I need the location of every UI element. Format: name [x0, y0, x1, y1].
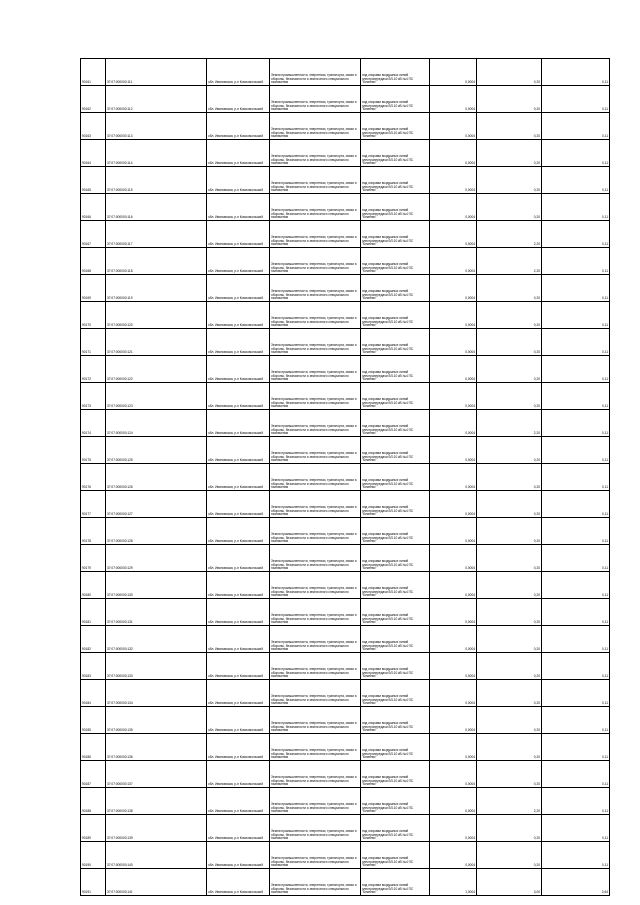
cadastral-number-cell: 37:07:000000:138: [106, 788, 207, 815]
cadastral-number-cell: 37:07:000000:134: [106, 680, 207, 707]
permitted-use-cell: под опорами воздушных линий электропередачи ВЛ-10 кВ №4 ПС "Бекеево": [361, 275, 430, 302]
value-a-cell: 0,0004: [430, 680, 477, 707]
address-cell: обл. Ивановская, р-н Комсомольский: [207, 302, 270, 329]
value-a-cell: 0,0004: [430, 140, 477, 167]
land-category-cell: Земли промышленности, энергетики, транспорта, связи и обороны, безопасности и земли иного специального назначения: [270, 572, 361, 599]
value-a-cell: 0,0004: [430, 734, 477, 761]
value-b-cell: 0,20: [477, 626, 542, 653]
record-id-cell: 90162: [81, 86, 106, 113]
address-cell: обл. Ивановская, р-н Комсомольский: [207, 626, 270, 653]
permitted-use-cell: под опорами воздушных линий электропередачи ВЛ-10 кВ №4 ПС "Бекеево": [361, 329, 430, 356]
address-cell: обл. Ивановская, р-н Комсомольский: [207, 356, 270, 383]
address-cell: обл. Ивановская, р-н Комсомольский: [207, 815, 270, 842]
cadastral-number-cell: 37:07:000000:126: [106, 464, 207, 491]
table-row: [81, 329, 610, 356]
record-id-cell: 90179: [81, 545, 106, 572]
table-row: [81, 140, 610, 167]
cadastral-number-cell: 37:07:000000:132: [106, 626, 207, 653]
table-row: [81, 59, 610, 86]
record-id-cell: 90191: [81, 869, 106, 896]
value-b-cell: 2,20: [477, 788, 542, 815]
value-b-cell: 0,20: [477, 356, 542, 383]
land-category-cell: Земли промышленности, энергетики, транспорта, связи и обороны, безопасности и земли иного специального назначения: [270, 842, 361, 869]
land-category-cell: Земли промышленности, энергетики, транспорта, связи и обороны, безопасности и земли иного специального назначения: [270, 653, 361, 680]
land-category-cell: Земли промышленности, энергетики, транспорта, связи и обороны, безопасности и земли иного специального назначения: [270, 491, 361, 518]
land-category-cell: Земли промышленности, энергетики, транспорта, связи и обороны, безопасности и земли иного специального назначения: [270, 86, 361, 113]
record-id-cell: 90170: [81, 302, 106, 329]
permitted-use-cell: под опорами воздушных линий электропередачи ВЛ-10 кВ №4 ПС "Бекеево": [361, 356, 430, 383]
cadastral-number-cell: 37:07:000000:136: [106, 734, 207, 761]
permitted-use-cell: под опорами воздушных линий электропередачи ВЛ-10 кВ №4 ПС "Бекеево": [361, 86, 430, 113]
value-b-cell: 3,00: [477, 869, 542, 896]
record-id-cell: 90169: [81, 275, 106, 302]
value-c-cell: 0,11: [542, 410, 610, 437]
value-a-cell: 0,0004: [430, 356, 477, 383]
value-c-cell: 0,11: [542, 788, 610, 815]
address-cell: обл. Ивановская, р-н Комсомольский: [207, 275, 270, 302]
record-id-cell: 90167: [81, 221, 106, 248]
record-id-cell: 90171: [81, 329, 106, 356]
value-c-cell: 0,11: [542, 734, 610, 761]
cadastral-number-cell: 37:07:000000:115: [106, 167, 207, 194]
permitted-use-cell: под опорами воздушных линий электропередачи ВЛ-10 кВ №4 ПС "Бекеево": [361, 410, 430, 437]
value-b-cell: 0,20: [477, 545, 542, 572]
table-row: [81, 437, 610, 464]
value-c-cell: 0,11: [542, 437, 610, 464]
cadastral-number-cell: 37:07:000000:113: [106, 113, 207, 140]
value-a-cell: 0,0004: [430, 275, 477, 302]
value-b-cell: 0,20: [477, 113, 542, 140]
table-row: [81, 167, 610, 194]
permitted-use-cell: под опорами воздушных линий электропередачи ВЛ-10 кВ №4 ПС "Бекеево": [361, 761, 430, 788]
table-row: [81, 842, 610, 869]
land-category-cell: Земли промышленности, энергетики, транспорта, связи и обороны, безопасности и земли иного специального назначения: [270, 410, 361, 437]
record-id-cell: 90175: [81, 437, 106, 464]
value-a-cell: 0,0004: [430, 518, 477, 545]
address-cell: обл. Ивановская, р-н Комсомольский: [207, 680, 270, 707]
value-a-cell: 0,0004: [430, 113, 477, 140]
cadastral-number-cell: 37:07:000000:139: [106, 815, 207, 842]
table-row: [81, 788, 610, 815]
land-category-cell: Земли промышленности, энергетики, транспорта, связи и обороны, безопасности и земли иного специального назначения: [270, 869, 361, 896]
value-c-cell: 0,11: [542, 842, 610, 869]
table-row: [81, 599, 610, 626]
value-b-cell: 0,20: [477, 59, 542, 86]
address-cell: обл. Ивановская, р-н Комсомольский: [207, 437, 270, 464]
record-id-cell: 90174: [81, 410, 106, 437]
address-cell: обл. Ивановская, р-н Комсомольский: [207, 329, 270, 356]
record-id-cell: 90188: [81, 788, 106, 815]
record-id-cell: 90168: [81, 248, 106, 275]
permitted-use-cell: под опорами воздушных линий электропередачи ВЛ-10 кВ №4 ПС "Бекеево": [361, 167, 430, 194]
address-cell: обл. Ивановская, р-н Комсомольский: [207, 518, 270, 545]
table-body: [81, 59, 610, 896]
value-b-cell: 2,20: [477, 410, 542, 437]
address-cell: обл. Ивановская, р-н Комсомольский: [207, 545, 270, 572]
land-category-cell: Земли промышленности, энергетики, транспорта, связи и обороны, безопасности и земли иного специального назначения: [270, 248, 361, 275]
record-id-cell: 90189: [81, 815, 106, 842]
value-c-cell: 0,11: [542, 653, 610, 680]
address-cell: обл. Ивановская, р-н Комсомольский: [207, 599, 270, 626]
record-id-cell: 90173: [81, 383, 106, 410]
value-b-cell: 0,20: [477, 464, 542, 491]
value-c-cell: 0,11: [542, 815, 610, 842]
permitted-use-cell: под опорами воздушных линий электропередачи ВЛ-10 кВ №4 ПС "Бекеево": [361, 545, 430, 572]
land-category-cell: Земли промышленности, энергетики, транспорта, связи и обороны, безопасности и земли иного специального назначения: [270, 167, 361, 194]
cadastral-number-cell: 37:07:000000:135: [106, 707, 207, 734]
permitted-use-cell: под опорами воздушных линий электропередачи ВЛ-10 кВ №4 ПС "Бекеево": [361, 383, 430, 410]
cadastral-number-cell: 37:07:000000:125: [106, 437, 207, 464]
value-a-cell: 0,0004: [430, 437, 477, 464]
land-category-cell: Земли промышленности, энергетики, транспорта, связи и обороны, безопасности и земли иного специального назначения: [270, 329, 361, 356]
land-category-cell: Земли промышленности, энергетики, транспорта, связи и обороны, безопасности и земли иного специального назначения: [270, 140, 361, 167]
value-a-cell: 0,0004: [430, 788, 477, 815]
record-id-cell: 90182: [81, 626, 106, 653]
table-row: [81, 491, 610, 518]
land-category-cell: Земли промышленности, энергетики, транспорта, связи и обороны, безопасности и земли иного специального назначения: [270, 761, 361, 788]
table-row: [81, 302, 610, 329]
permitted-use-cell: под опорами воздушных линий электропередачи ВЛ-10 кВ №4 ПС "Бекеево": [361, 464, 430, 491]
permitted-use-cell: под опорами воздушных линий электропередачи ВЛ-10 кВ №4 ПС "Бекеево": [361, 707, 430, 734]
address-cell: обл. Ивановская, р-н Комсомольский: [207, 248, 270, 275]
value-a-cell: 0,0004: [430, 221, 477, 248]
land-category-cell: Земли промышленности, энергетики, транспорта, связи и обороны, безопасности и земли иного специального назначения: [270, 194, 361, 221]
record-id-cell: 90163: [81, 113, 106, 140]
value-c-cell: 0,11: [542, 545, 610, 572]
permitted-use-cell: под опорами воздушных линий электропередачи ВЛ-10 кВ №4 ПС "Бекеево": [361, 572, 430, 599]
table-row: [81, 518, 610, 545]
cadastral-number-cell: 37:07:000000:123: [106, 383, 207, 410]
land-category-cell: Земли промышленности, энергетики, транспорта, связи и обороны, безопасности и земли иного специального назначения: [270, 626, 361, 653]
value-c-cell: 0,11: [542, 329, 610, 356]
record-id-cell: 90183: [81, 653, 106, 680]
permitted-use-cell: под опорами воздушных линий электропередачи ВЛ-10 кВ №4 ПС "Бекеево": [361, 842, 430, 869]
permitted-use-cell: под опорами воздушных линий электропередачи ВЛ-10 кВ №4 ПС "Бекеево": [361, 680, 430, 707]
table-row: [81, 734, 610, 761]
value-c-cell: 0,11: [542, 113, 610, 140]
value-a-cell: 0,0004: [430, 599, 477, 626]
value-b-cell: 0,20: [477, 383, 542, 410]
table-row: [81, 275, 610, 302]
land-category-cell: Земли промышленности, энергетики, транспорта, связи и обороны, безопасности и земли иного специального назначения: [270, 356, 361, 383]
value-c-cell: 0,11: [542, 140, 610, 167]
value-a-cell: 0,0004: [430, 491, 477, 518]
land-category-cell: Земли промышленности, энергетики, транспорта, связи и обороны, безопасности и земли иного специального назначения: [270, 383, 361, 410]
permitted-use-cell: под опорами воздушных линий электропередачи ВЛ-10 кВ №4 ПС "Бекеево": [361, 653, 430, 680]
value-b-cell: 0,20: [477, 194, 542, 221]
cadastral-number-cell: 37:07:000000:111: [106, 59, 207, 86]
value-c-cell: 0,11: [542, 248, 610, 275]
value-c-cell: 0,11: [542, 221, 610, 248]
permitted-use-cell: под опорами воздушных линий электропередачи ВЛ-10 кВ №4 ПС "Бекеево": [361, 869, 430, 896]
address-cell: обл. Ивановская, р-н Комсомольский: [207, 788, 270, 815]
permitted-use-cell: под опорами воздушных линий электропередачи ВЛ-10 кВ №4 ПС "Бекеево": [361, 194, 430, 221]
table-row: [81, 248, 610, 275]
table-row: [81, 356, 610, 383]
cadastral-number-cell: 37:07:000000:116: [106, 194, 207, 221]
address-cell: обл. Ивановская, р-н Комсомольский: [207, 113, 270, 140]
value-a-cell: 0,0004: [430, 167, 477, 194]
record-id-cell: 90187: [81, 761, 106, 788]
value-a-cell: 0,0004: [430, 410, 477, 437]
value-a-cell: 0,0004: [430, 545, 477, 572]
record-id-cell: 90166: [81, 194, 106, 221]
cadastral-number-cell: 37:07:000000:117: [106, 221, 207, 248]
cadastral-number-cell: 37:07:000000:131: [106, 599, 207, 626]
land-category-cell: Земли промышленности, энергетики, транспорта, связи и обороны, безопасности и земли иного специального назначения: [270, 302, 361, 329]
value-a-cell: 0,0004: [430, 707, 477, 734]
value-c-cell: 0,11: [542, 518, 610, 545]
value-c-cell: 0,11: [542, 626, 610, 653]
permitted-use-cell: под опорами воздушных линий электропередачи ВЛ-10 кВ №4 ПС "Бекеево": [361, 140, 430, 167]
land-category-cell: Земли промышленности, энергетики, транспорта, связи и обороны, безопасности и земли иного специального назначения: [270, 707, 361, 734]
address-cell: обл. Ивановская, р-н Комсомольский: [207, 491, 270, 518]
value-b-cell: 0,20: [477, 275, 542, 302]
permitted-use-cell: под опорами воздушных линий электропередачи ВЛ-10 кВ №4 ПС "Бекеево": [361, 491, 430, 518]
cadastral-number-cell: 37:07:000000:130: [106, 572, 207, 599]
table-row: [81, 707, 610, 734]
value-b-cell: 0,20: [477, 86, 542, 113]
address-cell: обл. Ивановская, р-н Комсомольский: [207, 464, 270, 491]
value-a-cell: 0,0004: [430, 464, 477, 491]
record-id-cell: 90186: [81, 734, 106, 761]
value-c-cell: 0,11: [542, 275, 610, 302]
table-row: [81, 653, 610, 680]
address-cell: обл. Ивановская, р-н Комсомольский: [207, 653, 270, 680]
record-id-cell: 90185: [81, 707, 106, 734]
cadastral-number-cell: 37:07:000000:120: [106, 302, 207, 329]
permitted-use-cell: под опорами воздушных линий электропередачи ВЛ-10 кВ №4 ПС "Бекеево": [361, 599, 430, 626]
land-category-cell: Земли промышленности, энергетики, транспорта, связи и обороны, безопасности и земли иного специального назначения: [270, 599, 361, 626]
cadastral-number-cell: 37:07:000000:127: [106, 491, 207, 518]
value-c-cell: 0,11: [542, 680, 610, 707]
record-id-cell: 90164: [81, 140, 106, 167]
address-cell: обл. Ивановская, р-н Комсомольский: [207, 167, 270, 194]
value-a-cell: 0,0004: [430, 329, 477, 356]
table-row: [81, 113, 610, 140]
record-id-cell: 90178: [81, 518, 106, 545]
value-b-cell: 0,20: [477, 842, 542, 869]
address-cell: обл. Ивановская, р-н Комсомольский: [207, 140, 270, 167]
land-category-cell: Земли промышленности, энергетики, транспорта, связи и обороны, безопасности и земли иного специального назначения: [270, 464, 361, 491]
value-b-cell: 0,20: [477, 167, 542, 194]
cadastral-number-cell: 37:07:000000:122: [106, 356, 207, 383]
land-category-cell: Земли промышленности, энергетики, транспорта, связи и обороны, безопасности и земли иного специального назначения: [270, 518, 361, 545]
address-cell: обл. Ивановская, р-н Комсомольский: [207, 842, 270, 869]
value-b-cell: 0,20: [477, 653, 542, 680]
record-id-cell: 90176: [81, 464, 106, 491]
table-row: [81, 626, 610, 653]
value-c-cell: 0,11: [542, 464, 610, 491]
value-b-cell: 0,20: [477, 437, 542, 464]
land-category-cell: Земли промышленности, энергетики, транспорта, связи и обороны, безопасности и земли иного специального назначения: [270, 680, 361, 707]
value-c-cell: 0,11: [542, 761, 610, 788]
table-row: [81, 194, 610, 221]
value-c-cell: 0,11: [542, 86, 610, 113]
land-category-cell: Земли промышленности, энергетики, транспорта, связи и обороны, безопасности и земли иного специального назначения: [270, 545, 361, 572]
permitted-use-cell: под опорами воздушных линий электропередачи ВЛ-10 кВ №4 ПС "Бекеево": [361, 788, 430, 815]
value-a-cell: 0,0004: [430, 248, 477, 275]
address-cell: обл. Ивановская, р-н Комсомольский: [207, 221, 270, 248]
table-row: [81, 680, 610, 707]
record-id-cell: 90161: [81, 59, 106, 86]
table-row: [81, 464, 610, 491]
value-c-cell: 0,11: [542, 707, 610, 734]
address-cell: обл. Ивановская, р-н Комсомольский: [207, 383, 270, 410]
value-b-cell: 0,20: [477, 140, 542, 167]
land-category-cell: Земли промышленности, энергетики, транспорта, связи и обороны, безопасности и земли иного специального назначения: [270, 59, 361, 86]
table-row: [81, 410, 610, 437]
value-a-cell: 0,0004: [430, 383, 477, 410]
cadastral-number-cell: 37:07:000000:133: [106, 653, 207, 680]
table-row: [81, 545, 610, 572]
cadastral-number-cell: 37:07:000000:141: [106, 869, 207, 896]
record-id-cell: 90190: [81, 842, 106, 869]
value-c-cell: 0,11: [542, 356, 610, 383]
permitted-use-cell: под опорами воздушных линий электропередачи ВЛ-10 кВ №4 ПС "Бекеево": [361, 437, 430, 464]
table-row: [81, 86, 610, 113]
address-cell: обл. Ивановская, р-н Комсомольский: [207, 761, 270, 788]
value-b-cell: 0,20: [477, 761, 542, 788]
record-id-cell: 90172: [81, 356, 106, 383]
value-a-cell: 0,0004: [430, 572, 477, 599]
permitted-use-cell: под опорами воздушных линий электропередачи ВЛ-10 кВ №4 ПС "Бекеево": [361, 221, 430, 248]
table-row: [81, 572, 610, 599]
cadastral-number-cell: 37:07:000000:140: [106, 842, 207, 869]
value-b-cell: 0,20: [477, 572, 542, 599]
cadastral-number-cell: 37:07:000000:119: [106, 275, 207, 302]
value-c-cell: 0,11: [542, 167, 610, 194]
permitted-use-cell: под опорами воздушных линий электропередачи ВЛ-10 кВ №4 ПС "Бекеево": [361, 734, 430, 761]
value-b-cell: 0,20: [477, 599, 542, 626]
value-c-cell: 0,11: [542, 302, 610, 329]
land-category-cell: Земли промышленности, энергетики, транспорта, связи и обороны, безопасности и земли иного специального назначения: [270, 437, 361, 464]
address-cell: обл. Ивановская, р-н Комсомольский: [207, 194, 270, 221]
value-a-cell: 0,0004: [430, 815, 477, 842]
value-c-cell: 0,11: [542, 59, 610, 86]
value-b-cell: 0,20: [477, 329, 542, 356]
permitted-use-cell: под опорами воздушных линий электропередачи ВЛ-10 кВ №4 ПС "Бекеево": [361, 59, 430, 86]
address-cell: обл. Ивановская, р-н Комсомольский: [207, 410, 270, 437]
table-row: [81, 383, 610, 410]
permitted-use-cell: под опорами воздушных линий электропередачи ВЛ-10 кВ №4 ПС "Бекеево": [361, 113, 430, 140]
cadastral-number-cell: 37:07:000000:137: [106, 761, 207, 788]
value-c-cell: 2,64: [542, 869, 610, 896]
address-cell: обл. Ивановская, р-н Комсомольский: [207, 734, 270, 761]
record-id-cell: 90165: [81, 167, 106, 194]
cadastral-number-cell: 37:07:000000:128: [106, 518, 207, 545]
cadastral-number-cell: 37:07:000000:112: [106, 86, 207, 113]
value-b-cell: 0,20: [477, 815, 542, 842]
record-id-cell: 90180: [81, 572, 106, 599]
permitted-use-cell: под опорами воздушных линий электропередачи ВЛ-10 кВ №4 ПС "Бекеево": [361, 626, 430, 653]
value-a-cell: 0,0004: [430, 59, 477, 86]
value-c-cell: 0,11: [542, 599, 610, 626]
value-a-cell: 0,0004: [430, 626, 477, 653]
value-b-cell: 0,20: [477, 680, 542, 707]
cadastral-number-cell: 37:07:000000:121: [106, 329, 207, 356]
value-b-cell: 0,20: [477, 734, 542, 761]
land-category-cell: Земли промышленности, энергетики, транспорта, связи и обороны, безопасности и земли иного специального назначения: [270, 275, 361, 302]
address-cell: обл. Ивановская, р-н Комсомольский: [207, 707, 270, 734]
table-row: [81, 869, 610, 896]
value-b-cell: 0,20: [477, 491, 542, 518]
permitted-use-cell: под опорами воздушных линий электропередачи ВЛ-10 кВ №4 ПС "Бекеево": [361, 518, 430, 545]
land-category-cell: Земли промышленности, энергетики, транспорта, связи и обороны, безопасности и земли иного специального назначения: [270, 221, 361, 248]
permitted-use-cell: под опорами воздушных линий электропередачи ВЛ-10 кВ №4 ПС "Бекеево": [361, 302, 430, 329]
value-a-cell: 1,0004: [430, 869, 477, 896]
land-category-cell: Земли промышленности, энергетики, транспорта, связи и обороны, безопасности и земли иного специального назначения: [270, 734, 361, 761]
value-a-cell: 0,0004: [430, 653, 477, 680]
permitted-use-cell: под опорами воздушных линий электропередачи ВЛ-10 кВ №4 ПС "Бекеево": [361, 248, 430, 275]
cadastral-number-cell: 37:07:000000:118: [106, 248, 207, 275]
value-a-cell: 0,0004: [430, 842, 477, 869]
value-b-cell: 0,20: [477, 518, 542, 545]
address-cell: обл. Ивановская, р-н Комсомольский: [207, 572, 270, 599]
table-row: [81, 221, 610, 248]
value-a-cell: 0,0004: [430, 86, 477, 113]
address-cell: обл. Ивановская, р-н Комсомольский: [207, 86, 270, 113]
land-registry-table: [80, 58, 610, 896]
value-b-cell: 2,20: [477, 221, 542, 248]
value-b-cell: 2,20: [477, 248, 542, 275]
cadastral-number-cell: 37:07:000000:114: [106, 140, 207, 167]
value-c-cell: 0,11: [542, 383, 610, 410]
address-cell: обл. Ивановская, р-н Комсомольский: [207, 59, 270, 86]
value-a-cell: 0,0004: [430, 302, 477, 329]
record-id-cell: 90184: [81, 680, 106, 707]
cadastral-number-cell: 37:07:000000:124: [106, 410, 207, 437]
land-category-cell: Земли промышленности, энергетики, транспорта, связи и обороны, безопасности и земли иного специального назначения: [270, 113, 361, 140]
cadastral-number-cell: 37:07:000000:129: [106, 545, 207, 572]
land-category-cell: Земли промышленности, энергетики, транспорта, связи и обороны, безопасности и земли иного специального назначения: [270, 815, 361, 842]
value-b-cell: 0,20: [477, 302, 542, 329]
record-id-cell: 90181: [81, 599, 106, 626]
table-row: [81, 815, 610, 842]
value-a-cell: 0,0004: [430, 194, 477, 221]
value-c-cell: 0,11: [542, 572, 610, 599]
land-category-cell: Земли промышленности, энергетики, транспорта, связи и обороны, безопасности и земли иного специального назначения: [270, 788, 361, 815]
address-cell: обл. Ивановская, р-н Комсомольский: [207, 869, 270, 896]
record-id-cell: 90177: [81, 491, 106, 518]
value-c-cell: 0,11: [542, 194, 610, 221]
value-b-cell: 0,20: [477, 707, 542, 734]
value-c-cell: 0,11: [542, 491, 610, 518]
permitted-use-cell: под опорами воздушных линий электропередачи ВЛ-10 кВ №4 ПС "Бекеево": [361, 815, 430, 842]
table-row: [81, 761, 610, 788]
value-a-cell: 0,0004: [430, 761, 477, 788]
